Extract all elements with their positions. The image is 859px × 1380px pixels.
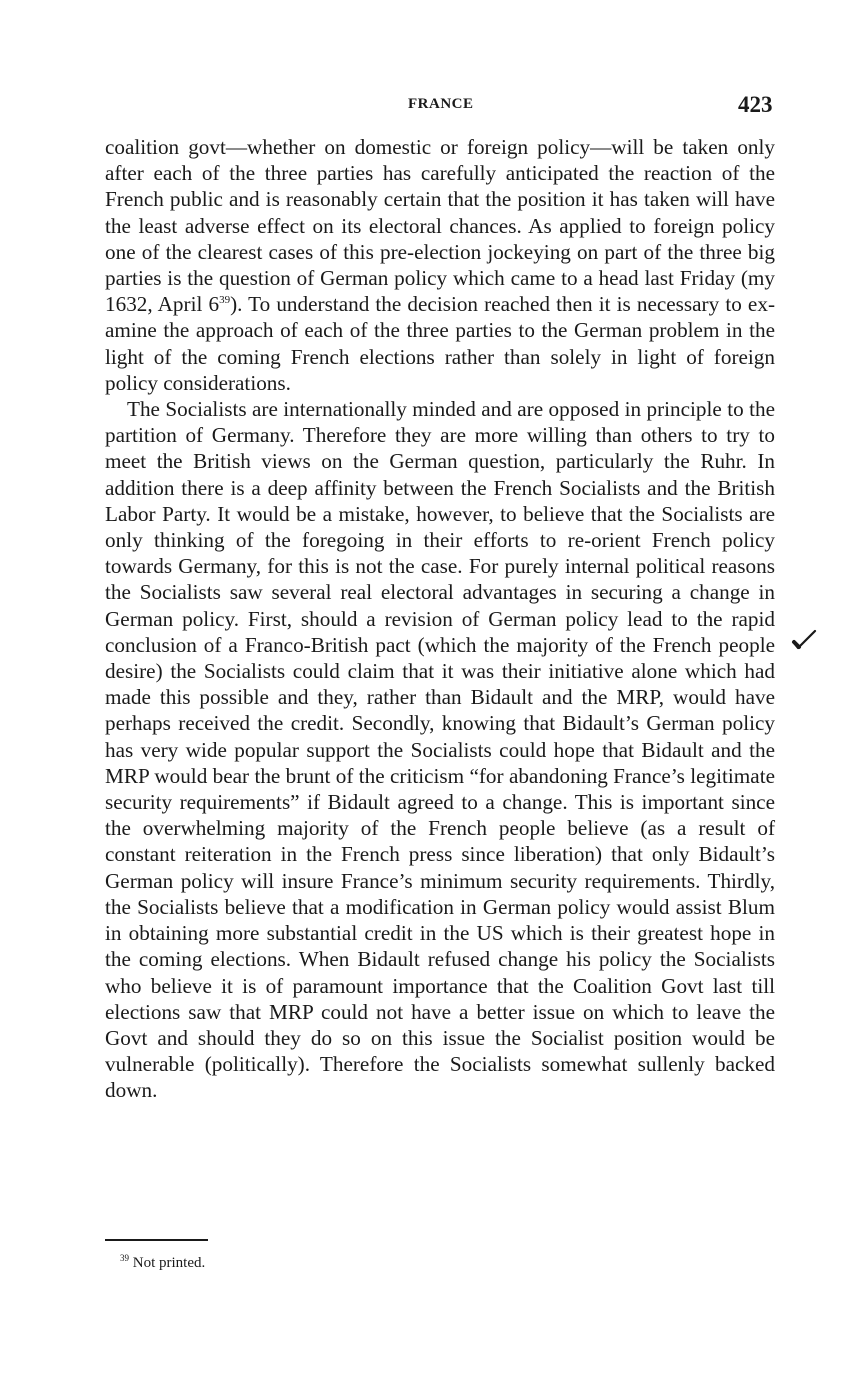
footnote	[120, 1253, 205, 1272]
footnote-divider	[105, 1239, 208, 1241]
checkmark-icon	[790, 626, 818, 654]
body-text	[105, 134, 775, 1104]
running-title: FRANCE	[408, 96, 474, 112]
paragraph-1-text-start: coalition govt—whether on domestic or foreign policy—will be taken only after each of the three parties has carefully anticipated the reaction of the French public and is reasonably certain that the position it has taken will have the least adverse effect on its electoral chances. As applied to foreign policy one of the clearest cases of this pre-election jockeying on part of the three big parties is the question of German policy which came to a head last Friday (my 1632, April 6	[105, 135, 775, 317]
paragraph-1-text-end: ). To understand the decision reached then it is necessary to examine the approach of each of the three parties to the German problem in the light of the coming French elections rather than solely in light of foreign policy considerations.	[105, 292, 775, 395]
running-head	[0, 92, 859, 122]
footnote-number: 39	[120, 1253, 129, 1263]
footnote-text: Not printed.	[132, 1255, 206, 1271]
paragraph-2: The Socialists are internationally minded and are opposed in principle to the partition of Germany. Therefore they are more willing than others to try to meet the British views on the German question, particularly the Ruhr. In addition there is a deep affinity between the French Socialists and the British Labor Party. It would be a mistake, however, to believe that the Socialists are only thinking of the foregoing in their efforts to re-orient French policy towards Germany, for this is not the case. For purely internal political reasons the Socialists saw several real electoral advantages in securing a change in German policy. First, should a revision of German policy lead to the rapid conclusion of a Franco-British pact (which the majority of the French people desire) the Socialists could claim that it was their initiative alone which had made this possible and they, rather than Bidault and the MRP, would have perhaps received the credit. Secondly, knowing that Bidault’s German policy has very wide popular support the Socialists could hope that Bidault and the MRP would bear the brunt of the criticism “for abandoning France’s legitimate security requirements” if Bidault agreed to a change. This is important since the overwhelming majority of the French people believe (as a result of constant reiteration in the French press since liberation) that only Bidault’s German policy will insure France’s minimum security requirements. Thirdly, the Socialists believe that a modification in German policy would assist Blum in obtaining more substantial credit in the US which is their greatest hope in the coming elections. When Bidault refused change his policy the Socialists who believe it is of paramount importance that the Coalition Govt last till elections saw that MRP could not have a better issue on which to leave the Govt and should they do so on this issue the Socialist position would be vulnerable (politically). Therefore the Socialists somewhat sullenly backed down.	[105, 397, 775, 1103]
paragraph-1	[105, 134, 775, 396]
footnote-reference[interactable]: 39	[219, 294, 231, 307]
page-number: 423	[738, 92, 773, 117]
